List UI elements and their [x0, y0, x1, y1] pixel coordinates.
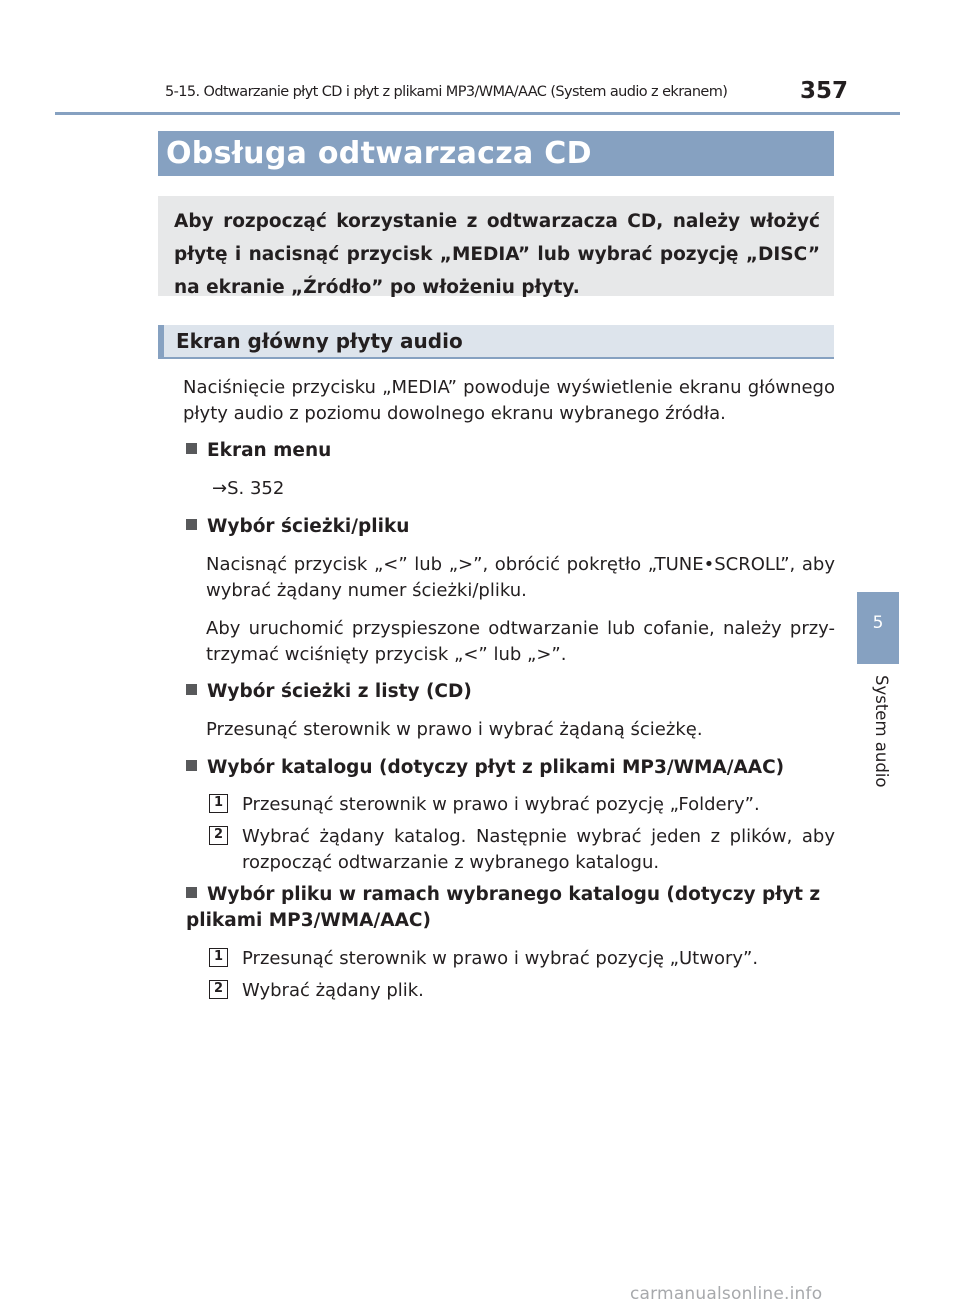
item-paragraph: Przesunąć sterownik w prawo i wybrać żądaną ścieżkę.	[206, 719, 703, 740]
page-number: 357	[800, 78, 849, 104]
page-reference: →S. 352	[212, 478, 285, 499]
section-paragraph: Naciśnięcie przycisku „MEDIA” powoduje wyświetlenie ekranu głównego płyty audio z poziomu dowolnego ekranu wybranego źródła.	[183, 377, 835, 424]
item-heading-track-list: Wybór ścieżki z listy (CD)	[186, 679, 472, 705]
step-text: Przesunąć sterownik w prawo i wybrać pozycję „Utwory”.	[242, 948, 759, 969]
item-heading-file-select: Wybór pliku w ramach wybranego katalogu (dotyczy płyt z plikami MP3/WMA/AAC)	[186, 884, 821, 931]
step-number: 1	[209, 794, 228, 813]
bullet-square-icon	[186, 684, 197, 695]
step-number: 1	[209, 948, 228, 967]
page-title: Obsługa odtwarzacza CD	[158, 131, 834, 176]
arrow-right-icon: →	[212, 478, 228, 499]
chapter-header: 5-15. Odtwarzanie płyt CD i płyt z plikami MP3/WMA/AAC (System audio z ekranem)	[165, 84, 728, 100]
step-number: 2	[209, 980, 228, 999]
footer-watermark: carmanualsonline.info	[630, 1284, 823, 1304]
intro-box: Aby rozpocząć korzystanie z odtwarzacza CD, należy włożyć płytę i nacisnąć przycisk „MEDIA” lub wybrać pozycję „DISC” na ekranie „Źródło” po włożeniu płyty.	[158, 196, 834, 296]
bullet-square-icon	[186, 443, 197, 454]
item-paragraph: Aby uruchomić przyspieszone odtwarzanie lub cofanie, należy przy-trzymać wciśnięty przycisk „<” lub „>”.	[206, 618, 835, 665]
bullet-square-icon	[186, 760, 197, 771]
step-number: 2	[209, 826, 228, 845]
step-text: Wybrać żądany katalog. Następnie wybrać jeden z plików, aby rozpocząć odtwarzanie z wybranego katalogu.	[242, 826, 835, 873]
header-divider	[55, 112, 900, 115]
section-title: Ekran główny płyty audio	[158, 325, 834, 359]
bullet-square-icon	[186, 519, 197, 530]
item-heading-menu: Ekran menu	[186, 438, 331, 464]
item-paragraph: Nacisnąć przycisk „<” lub „>”, obrócić pokrętło „TUNE•SCROLL”, aby wybrać żądany numer ścieżki/pliku.	[206, 554, 835, 601]
bullet-square-icon	[186, 887, 197, 898]
step-text: Przesunąć sterownik w prawo i wybrać pozycję „Foldery”.	[242, 794, 760, 815]
chapter-tab-label: System audio	[872, 675, 891, 788]
step-text: Wybrać żądany plik.	[242, 980, 424, 1001]
item-heading-folder-select: Wybór katalogu (dotyczy płyt z plikami MP3/WMA/AAC)	[186, 755, 784, 781]
chapter-tab-number: 5	[872, 613, 884, 633]
item-heading-track-select: Wybór ścieżki/pliku	[186, 514, 409, 540]
